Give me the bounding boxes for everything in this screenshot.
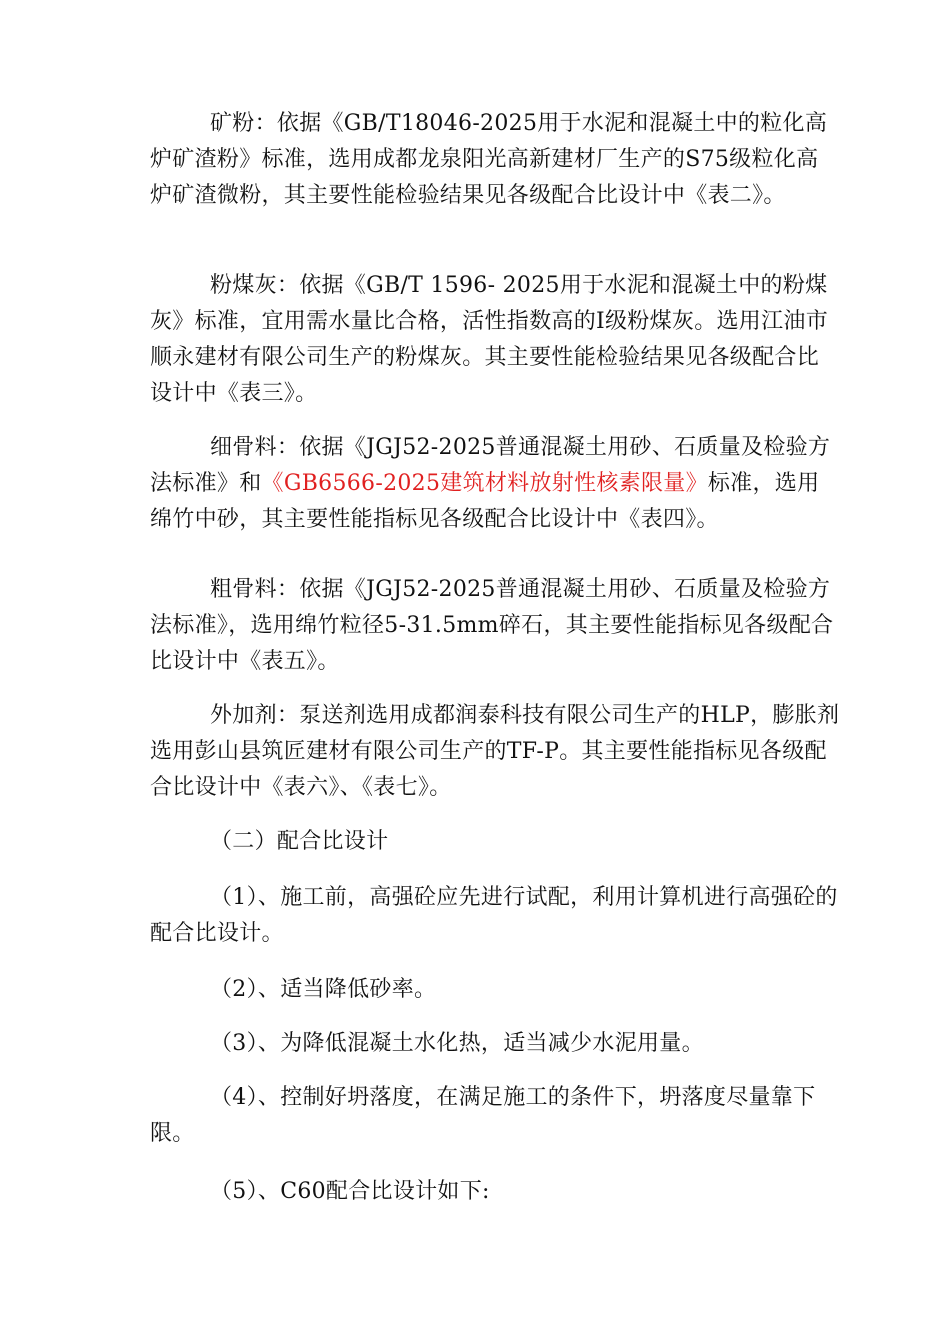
paragraph-text: 粉煤灰：依据《GB/T 1596- 2025用于水泥和混凝土中的粉煤灰》标准，宜用需水量比合格，活性指数高的Ⅰ级粉煤灰。选用江油市顺永建材有限公司生产的粉煤灰。其主要性能检验结果见各级配合比设计中《表三》。 — [150, 273, 828, 406]
list-item-text: （5）、C60配合比设计如下: — [210, 1179, 490, 1204]
list-item-text: （1）、施工前，高强砼应先进行试配，利用计算机进行高强砼的配合比设计。 — [150, 885, 838, 946]
list-item-text: （2）、适当降低砂率。 — [210, 977, 437, 1002]
paragraph-coarse-aggregate — [150, 572, 840, 680]
paragraph-text: 矿粉：依据《GB/T18046-2025用于水泥和混凝土中的粒化高炉矿渣粉》标准，选用成都龙泉阳光高新建材厂生产的S75级粒化高炉矿渣微粉，其主要性能检验结果见各级配合比设计中《表二》。 — [150, 111, 828, 208]
list-item-1 — [150, 880, 840, 952]
heading-text: （二）配合比设计 — [210, 829, 389, 854]
list-item-3 — [150, 1026, 840, 1062]
paragraph-text: 外加剂：泵送剂选用成都润泰科技有限公司生产的HLP，膨胀剂选用彭山县筑匠建材有限公司生产的TF-P。其主要性能指标见各级配合比设计中《表六》、《表七》。 — [150, 703, 840, 800]
paragraph-admixture — [150, 698, 840, 806]
paragraph-fly-ash — [150, 268, 840, 412]
highlighted-standard-reference: 《GB6566-2025建筑材料放射性核素限量》 — [261, 471, 708, 496]
paragraph-text: 细骨料：依据《JGJ52-2025普通混凝土用砂、石质量及检验方法标准》和 — [150, 435, 831, 496]
paragraph-text: 标准，选用绵竹中砂，其主要性能指标见各级配合比设计中《表四》。 — [150, 471, 820, 532]
paragraph-fine-aggregate — [150, 430, 840, 538]
list-item-2 — [150, 972, 840, 1008]
list-item-4 — [150, 1080, 840, 1152]
paragraph-text: 粗骨料：依据《JGJ52-2025普通混凝土用砂、石质量及检验方法标准》，选用绵竹粒径5-31.5mm碎石，其主要性能指标见各级配合比设计中《表五》。 — [150, 577, 834, 674]
list-item-text: （4）、控制好坍落度，在满足施工的条件下，坍落度尽量靠下限。 — [150, 1085, 816, 1146]
section-heading-mix-design — [150, 824, 840, 860]
list-item-text: （3）、为降低混凝土水化热，适当减少水泥用量。 — [210, 1031, 704, 1056]
paragraph-slag-powder — [150, 106, 840, 214]
list-item-5 — [150, 1174, 840, 1210]
